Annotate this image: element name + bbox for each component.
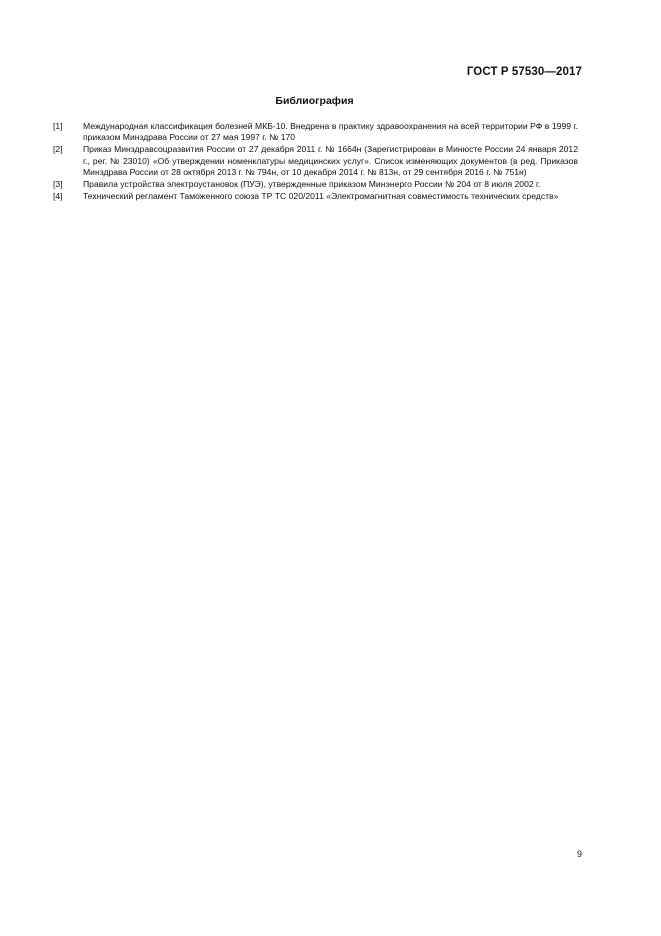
bibliography-item-text: Технический регламент Таможенного союза ТР ТС 020/2011 «Электромагнитная совместимость технических средств» (83, 191, 559, 202)
bibliography-item-number: [3] (53, 179, 63, 190)
bibliography-list (53, 121, 578, 203)
bibliography-item-text: Международная классификация болезней МКБ-10. Внедрена в практику здравоохранения на всей территории РФ в 1999 г. приказом Минздрава России от 27 мая 1997 г. № 170 (83, 121, 578, 143)
bibliography-item-number: [1] (53, 121, 63, 131)
bibliography-item (53, 191, 578, 202)
bibliography-item (53, 144, 578, 178)
bibliography-item (53, 179, 578, 190)
bibliography-item-number: [4] (53, 191, 63, 202)
bibliography-item-text: Приказ Минздравсоцразвития России от 27 декабря 2011 г. № 1664н (Зарегистрирован в Минюсте России 24 января 2012 г., рег. № 23010) «Об утверждении номенклатуры медицинских услуг». Список изменяющих документов (в ред. Приказов Минздрава России от 28 октября 2013 г. № 794н, от 10 декабря 2014 г. № 813н, от 29 сентября 2016 г. № 751н) (83, 144, 578, 177)
standard-code: ГОСТ Р 57530—2017 (466, 66, 582, 78)
page-number: 9 (576, 849, 582, 859)
bibliography-title: Библиография (275, 95, 354, 107)
bibliography-item (53, 121, 578, 143)
bibliography-item-text: Правила устройства электроустановок (ПУЭ), утвержденные приказом Минэнерго России № 204 от 8 июля 2002 г. (83, 179, 541, 190)
bibliography-item-number: [2] (53, 144, 63, 155)
